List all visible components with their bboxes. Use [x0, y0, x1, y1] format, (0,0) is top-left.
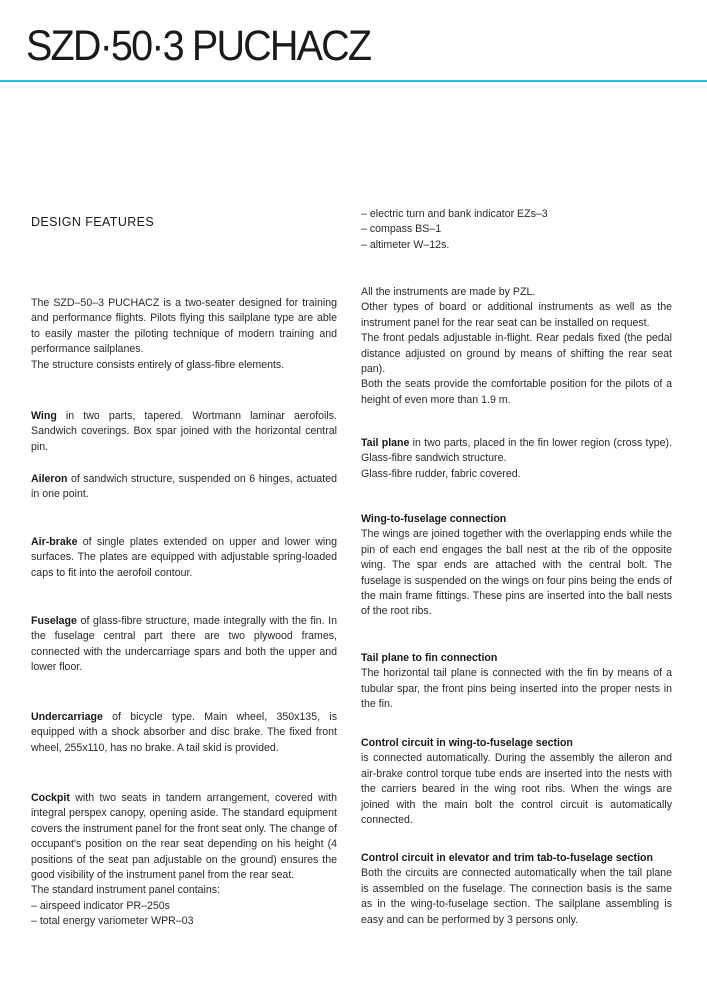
note-text: The front pedals adjustable in-flight. Rear pedals fixed (the pedal distance adjusted on ground by means of shifting the rear seat pan). — [361, 332, 672, 376]
intro-paragraph — [31, 296, 337, 373]
panel-intro: The standard instrument panel contains: — [31, 884, 221, 897]
subheading: Control circuit in wing-to-fuselage section — [361, 737, 573, 749]
instrument-list-continued — [361, 207, 672, 253]
instrument-item: – total energy variometer WPR–03 — [31, 915, 194, 928]
page-title: SZD·50·3 PUCHACZ — [26, 22, 371, 70]
section-text: Both the circuits are connected automatically when the tail plane is assembled on the fuselage. The connection basis is the same as in the wing-to-fuselage section. The sailplane assembling is easy and can be performed by 3 persons only. — [361, 867, 672, 926]
tailplane-term: Tail plane — [361, 437, 410, 449]
airbrake-text: of single plates extended on upper and lower wing surfaces. The plates are equipped with adjustable spring-loaded caps to fit into the aerofoil contour. — [31, 536, 337, 579]
control-wing-section — [361, 736, 672, 828]
tailplane-rudder-text: Glass-fibre rudder, fabric covered. — [361, 467, 521, 480]
tailplane-text: in two parts, placed in the fin lower region (cross type). Glass-fibre sandwich structure. — [361, 437, 673, 465]
aileron-paragraph — [31, 472, 337, 503]
wing-text: in two parts, tapered. Wortmann laminar aerofoils. Sandwich coverings. Box spar joined with the horizontal central pin. — [31, 410, 337, 453]
intro-structure-text: The structure consists entirely of glass-fibre elements. — [31, 358, 285, 371]
subheading: Tail plane to fin connection — [361, 652, 498, 664]
wing-paragraph — [31, 409, 337, 455]
fuselage-paragraph — [31, 614, 337, 676]
instrument-item: – airspeed indicator PR–250s — [31, 899, 170, 912]
tail-fin-section — [361, 651, 672, 713]
fuselage-text: of glass-fibre structure, made integrally with the fin. In the fuselage central part there are two plywood frames, connected with the undercarriage spars and both the upper and lower floor. — [31, 615, 337, 674]
note-text: All the instruments are made by PZL. — [361, 286, 536, 298]
cockpit-text: with two seats in tandem arrangement, covered with integral perspex canopy, opening aside. The standard equipment covers the instrument panel for the front seat only. The change of occupant's position on the rear seat depending on his height (4 positions of the seat pan adjustable on the ground) ensures the good visibility of the instrument panel from the rear seat. — [31, 792, 337, 882]
cockpit-term: Cockpit — [31, 792, 70, 804]
wing-fuselage-section — [361, 512, 672, 620]
undercarriage-text: of bicycle type. Main wheel, 350x135, is equipped with a shock absorber and disc brake. The fixed front wheel, 255x110, has no brake. A tail skid is provided. — [31, 711, 337, 754]
aileron-term: Aileron — [31, 473, 68, 485]
instrument-item: – altimeter W–12s. — [361, 238, 450, 251]
undercarriage-term: Undercarriage — [31, 711, 103, 723]
cockpit-paragraph — [31, 791, 337, 930]
wing-term: Wing — [31, 410, 57, 422]
instrument-item: – electric turn and bank indicator EZs–3 — [361, 208, 548, 220]
control-elevator-section — [361, 851, 672, 928]
section-heading: DESIGN FEATURES — [31, 215, 155, 229]
section-text: is connected automatically. During the assembly the aileron and air-brake control torque tube ends are inserted into the nests with the carriers beared in the wing root ribs. When the wings are joined with the main bolt the control circuit is automatically connected. — [361, 752, 672, 827]
instrument-item: – compass BS–1 — [361, 223, 442, 236]
left-column — [31, 0, 337, 1000]
instruments-note — [361, 285, 672, 408]
subheading: Control circuit in elevator and trim tab-to-fuselage section — [361, 852, 653, 864]
section-text: The horizontal tail plane is connected with the fin by means of a tubular spar, the front pins being inserted into the proper nests in the fin. — [361, 667, 672, 711]
airbrake-paragraph — [31, 535, 337, 581]
aileron-text: of sandwich structure, suspended on 6 hinges, actuated in one point. — [31, 473, 337, 501]
intro-text: The SZD–50–3 PUCHACZ is a two-seater designed for training and performance flights. Pilots flying this sailplane type are able to easily master the piloting technique of modern training and performance sailplanes. — [31, 297, 337, 356]
section-text: The wings are joined together with the overlapping ends while the pin of each end engages the ball nest at the rib of the opposite wing. The spar ends are attached with the central bolt. The fuselage is suspended on the wings on four pins being the ends of the main frame fittings. These pins are inserted into the ball nests of the root ribs. — [361, 528, 672, 618]
right-column — [361, 0, 672, 1000]
airbrake-term: Air-brake — [31, 536, 78, 548]
subheading: Wing-to-fuselage connection — [361, 513, 507, 525]
note-text: Other types of board or additional instruments as well as the instrument panel for the rear seat can be installed on request. — [361, 301, 672, 329]
tailplane-paragraph — [361, 436, 672, 482]
fuselage-term: Fuselage — [31, 615, 77, 627]
note-text: Both the seats provide the comfortable position for the pilots of a height of even more than 1.9 m. — [361, 378, 672, 406]
undercarriage-paragraph — [31, 710, 337, 756]
